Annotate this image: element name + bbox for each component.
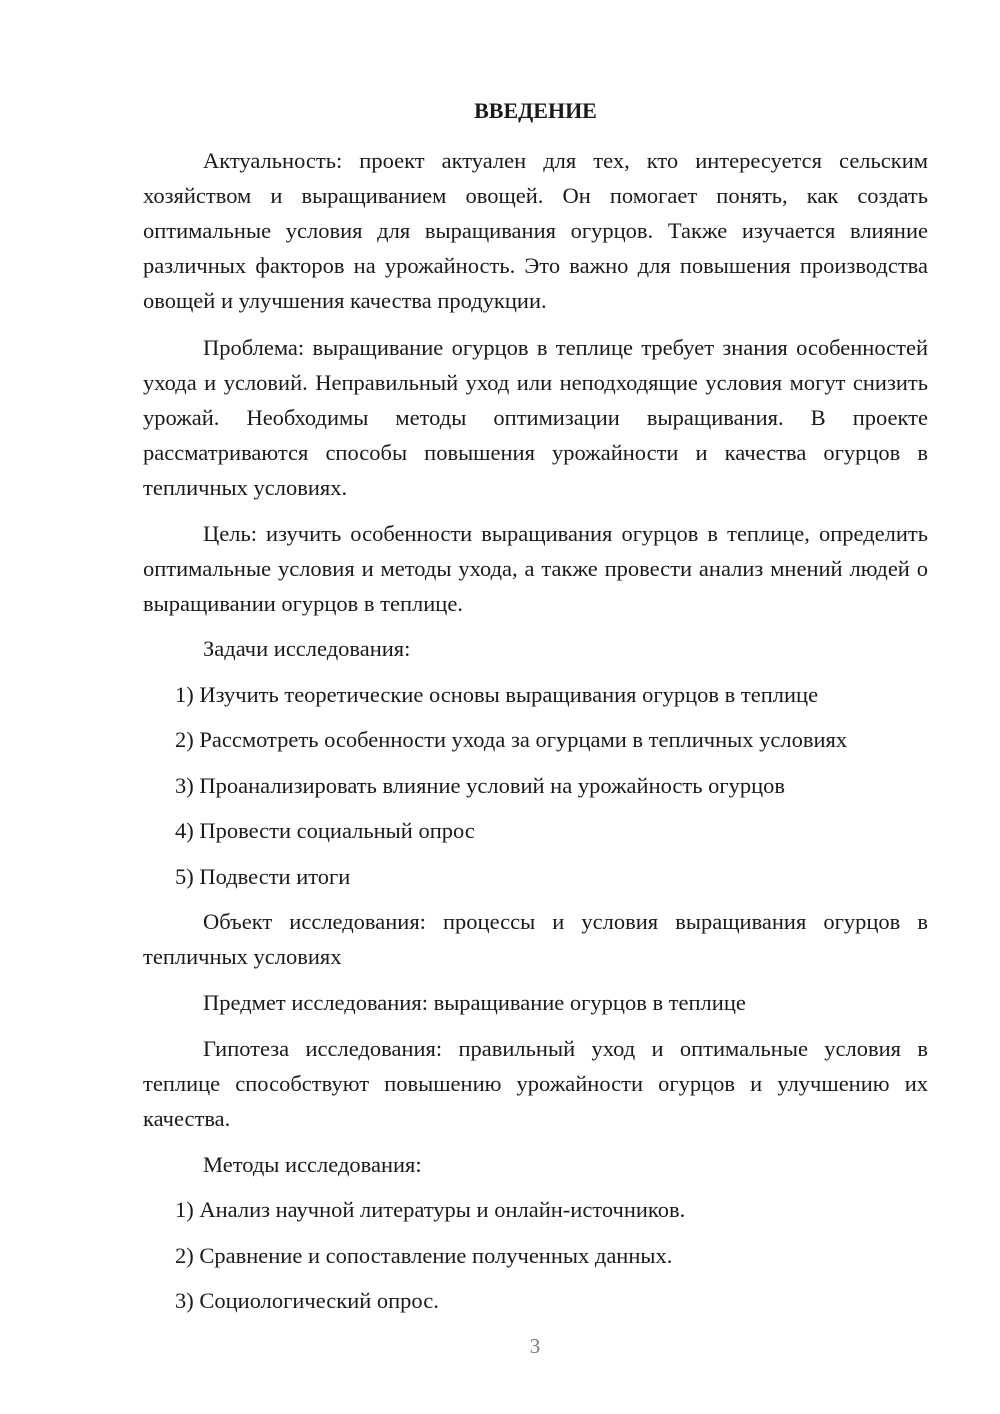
task-item: 5) Подвести итоги xyxy=(175,864,351,889)
method-item: 3) Социологический опрос. xyxy=(175,1288,439,1313)
tasks-heading: Задачи исследования: xyxy=(203,636,411,661)
section-title: ВВЕДЕНИЕ xyxy=(474,98,597,123)
subject-paragraph: Предмет исследования: выращивание огурцов в теплице xyxy=(203,990,746,1015)
method-item: 2) Сравнение и сопоставление полученных данных. xyxy=(175,1243,673,1268)
task-item: 3) Проанализировать влияние условий на урожайность огурцов xyxy=(175,773,786,798)
task-item: 1) Изучить теоретические основы выращивания огурцов в теплице xyxy=(175,682,819,707)
task-item: 2) Рассмотреть особенности ухода за огурцами в тепличных условиях xyxy=(175,727,848,752)
goal-paragraph: Цель: изучить особенности выращивания огурцов в теплице, определить оптимальные условия и методы ухода, а также провести анализ мнений людей о выращивании огурцов в теплице. xyxy=(143,521,928,616)
relevance-paragraph: Актуальность: проект актуален для тех, кто интересуется сельским хозяйством и выращиванием овощей. Он помогает понять, как создать оптимальные условия для выращивания огурцов. Также изучается влияние различных факторов на урожайность. Это важно для повышения производства овощей и улучшения качества продукции. xyxy=(143,148,928,313)
task-item: 4) Провести социальный опрос xyxy=(175,818,475,843)
hypothesis-paragraph: Гипотеза исследования: правильный уход и оптимальные условия в теплице способствуют повышению урожайности огурцов и улучшению их качества. xyxy=(143,1036,928,1131)
object-paragraph: Объект исследования: процессы и условия выращивания огурцов в тепличных условиях xyxy=(143,909,928,969)
methods-heading: Методы исследования: xyxy=(203,1152,422,1177)
method-item: 1) Анализ научной литературы и онлайн-источников. xyxy=(175,1197,686,1222)
page-number: 3 xyxy=(529,1334,541,1358)
problem-paragraph: Проблема: выращивание огурцов в теплице требует знания особенностей ухода и условий. Неправильный уход или неподходящие условия могут снизить урожай. Необходимы методы оптимизации выращивания. В проекте рассматриваются способы повышения урожайности и качества огурцов в тепличных условиях. xyxy=(143,335,928,500)
